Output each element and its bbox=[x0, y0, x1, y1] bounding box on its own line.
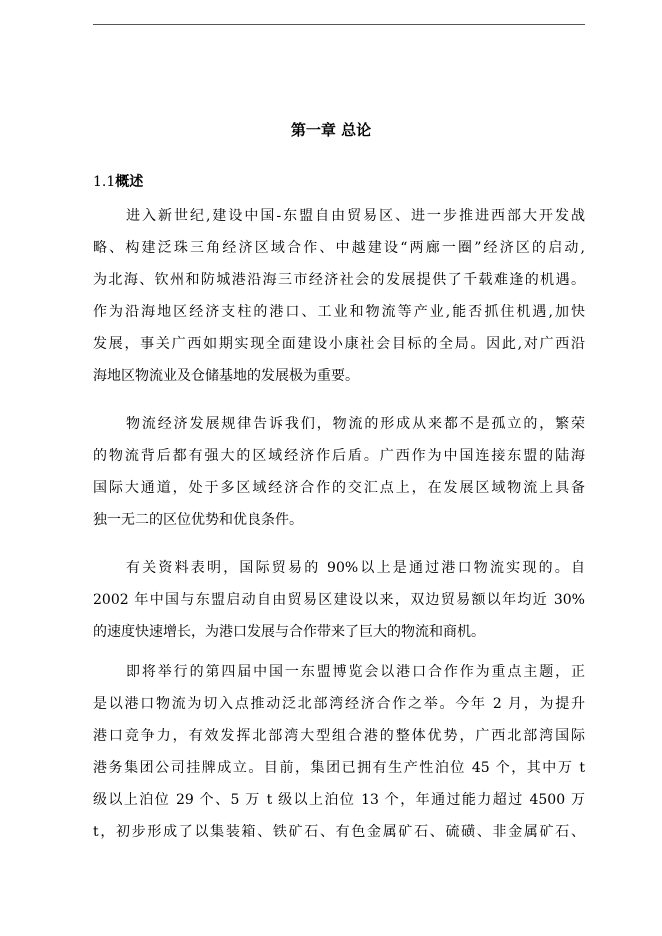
paragraph-line: 作为沿海地区经济支柱的港口、工业和物流等产业,能否抓住机遇,加快 bbox=[93, 304, 585, 320]
paragraph-line: 独一无二的区位优势和优良条件。 bbox=[93, 512, 303, 528]
paragraph-line: 港务集团公司挂牌成立。目前，集团已拥有生产性泊位 45 个，其中万 t bbox=[93, 760, 585, 776]
paragraph-line: 国际大通道，处于多区域经济合作的交汇点上，在发展区域物流上具备 bbox=[93, 480, 585, 496]
paragraph-line: 海地区物流业及仓储基地的发展极为重要。 bbox=[93, 368, 359, 384]
paragraph-line: 进入新世纪,建设中国-东盟自由贸易区、进一步推进西部大开发战 bbox=[126, 208, 585, 224]
paragraph-line: 为北海、钦州和防城港沿海三市经济社会的发展提供了千载难逢的机遇。 bbox=[93, 272, 585, 288]
paragraph-line: 的速度快速增长，为港口发展与合作带来了巨大的物流和商机。 bbox=[93, 624, 485, 640]
paragraph-line: t，初步形成了以集装箱、铁矿石、有色金属矿石、硫磺、非金属矿石、 bbox=[93, 824, 585, 840]
section-heading bbox=[93, 172, 143, 192]
paragraph-line: 港口竞争力，有效发挥北部湾大型组合港的整体优势，广西北部湾国际 bbox=[93, 728, 585, 744]
paragraph-line: 是以港口物流为切入点推动泛北部湾经济合作之举。今年 2 月，为提升 bbox=[93, 696, 585, 712]
paragraph-line: 的物流背后都有强大的区域经济作后盾。广西作为中国连接东盟的陆海 bbox=[93, 448, 585, 464]
paragraph-line: 发展，事关广西如期实现全面建设小康社会目标的全局。因此,对广西沿 bbox=[93, 336, 585, 352]
paragraph-line: 级以上泊位 29 个、5 万 t 级以上泊位 13 个，年通过能力超过 4500 万 bbox=[93, 792, 585, 808]
paragraph-line: 2002 年中国与东盟启动自由贸易区建设以来，双边贸易额以年均近 30% bbox=[93, 592, 585, 608]
paragraph-line: 略、构建泛珠三角经济区域合作、中越建设“两廊一圈”经济区的启动, bbox=[93, 240, 585, 256]
chapter-title: 第一章 总论 bbox=[290, 121, 372, 139]
section-number: 1.1 bbox=[93, 174, 116, 190]
paragraph-line: 物流经济发展规律告诉我们，物流的形成从来都不是孤立的，繁荣 bbox=[126, 416, 585, 432]
paragraph-line: 即将举行的第四届中国一东盟博览会以港口合作作为重点主题，正 bbox=[126, 664, 585, 680]
header-rule bbox=[93, 24, 585, 25]
paragraph-line: 有关资料表明，国际贸易的 90%以上是通过港口物流实现的。自 bbox=[126, 560, 585, 576]
section-title: 概述 bbox=[115, 174, 144, 190]
